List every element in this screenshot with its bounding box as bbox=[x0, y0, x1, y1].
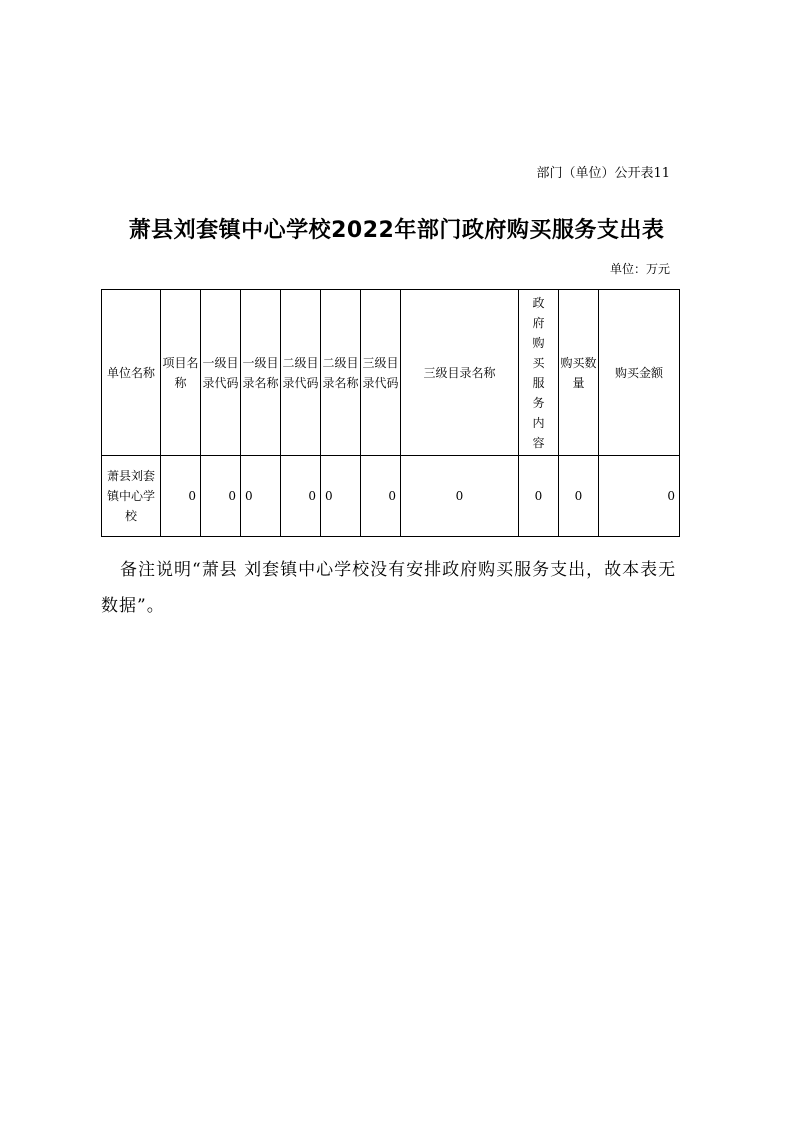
column-header-level1-name: 一级目录名称 bbox=[241, 290, 281, 456]
column-header-level1-code: 一级目录代码 bbox=[201, 290, 241, 456]
cell-unit-name: 萧县刘套镇中心学校 bbox=[102, 456, 161, 537]
column-header-level2-code: 二级目录代码 bbox=[281, 290, 321, 456]
cell-level1-code: 0 bbox=[201, 456, 241, 537]
page-title: 萧县刘套镇中心学校2022年部门政府购买服务支出表 bbox=[128, 218, 665, 243]
column-header-service-content: 政府购买服务内容 bbox=[519, 290, 559, 456]
column-header-level3-code: 三级目录代码 bbox=[361, 290, 401, 456]
column-header-project-name: 项目名称 bbox=[161, 290, 201, 456]
cell-quantity: 0 bbox=[559, 456, 599, 537]
cell-project-name: 0 bbox=[161, 456, 201, 537]
purchase-services-table bbox=[101, 289, 680, 537]
column-header-amount: 购买金额 bbox=[599, 290, 680, 456]
table-number: 部门（单位）公开表11 bbox=[536, 166, 670, 181]
cell-level2-code: 0 bbox=[281, 456, 321, 537]
table-header-row bbox=[102, 290, 680, 456]
cell-level3-name: 0 bbox=[401, 456, 519, 537]
unit-label: 单位：万元 bbox=[609, 262, 670, 276]
column-header-quantity: 购买数量 bbox=[559, 290, 599, 456]
table-row bbox=[102, 456, 680, 537]
column-header-unit-name: 单位名称 bbox=[102, 290, 161, 456]
remark-note: 备注说明“萧县 刘套镇中心学校没有安排政府购买服务支出，故本表无数据”。 bbox=[101, 560, 677, 616]
cell-level2-name: 0 bbox=[321, 456, 361, 537]
cell-level1-name: 0 bbox=[241, 456, 281, 537]
cell-amount: 0 bbox=[599, 456, 680, 537]
cell-service-content: 0 bbox=[519, 456, 559, 537]
cell-level3-code: 0 bbox=[361, 456, 401, 537]
column-header-level2-name: 二级目录名称 bbox=[321, 290, 361, 456]
column-header-level3-name: 三级目录名称 bbox=[401, 290, 519, 456]
